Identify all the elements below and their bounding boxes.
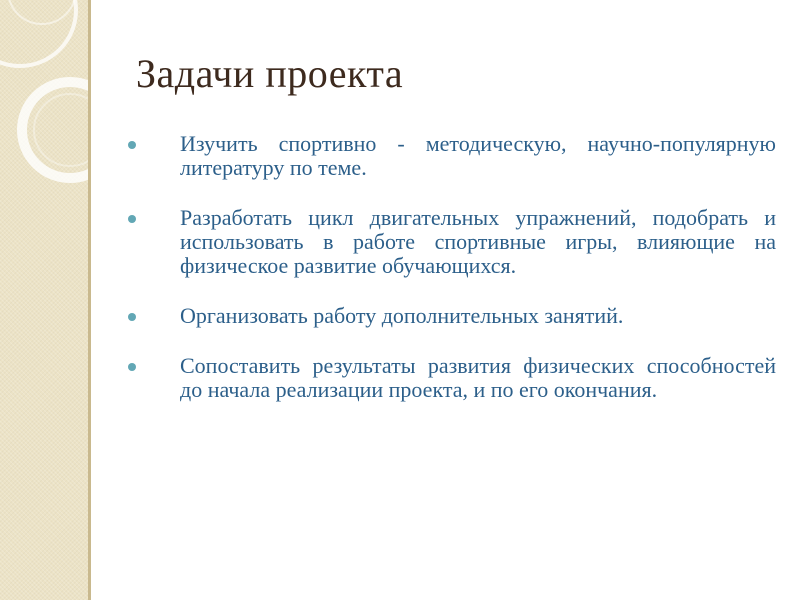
list-item-text: Сопоставить результаты развития физических способностей до начала реализации проекта, и по его окончания.: [180, 353, 776, 402]
list-item: [128, 132, 776, 180]
sidebar-divider: [88, 0, 91, 600]
bullet-icon: [128, 313, 136, 321]
slide-title: Задачи проекта: [136, 51, 404, 96]
list-item: [128, 206, 776, 278]
bullet-icon: [128, 363, 136, 371]
bullet-icon: [128, 141, 136, 149]
list-item-text: Разработать цикл двигательных упражнений, подобрать и использовать в работе спортивные игры, влияющие на физическое развитие обучающихся.: [180, 205, 776, 278]
list-item: [128, 354, 776, 402]
task-list: [128, 132, 776, 428]
list-item: [128, 304, 776, 328]
list-item-text: Изучить спортивно - методическую, научно-популярную литературу по теме.: [180, 131, 776, 180]
list-item-text: Организовать работу дополнительных занятий.: [180, 303, 624, 328]
bullet-icon: [128, 215, 136, 223]
decorative-sidebar: [0, 0, 88, 600]
decorative-rings-graphic: [0, 0, 88, 600]
